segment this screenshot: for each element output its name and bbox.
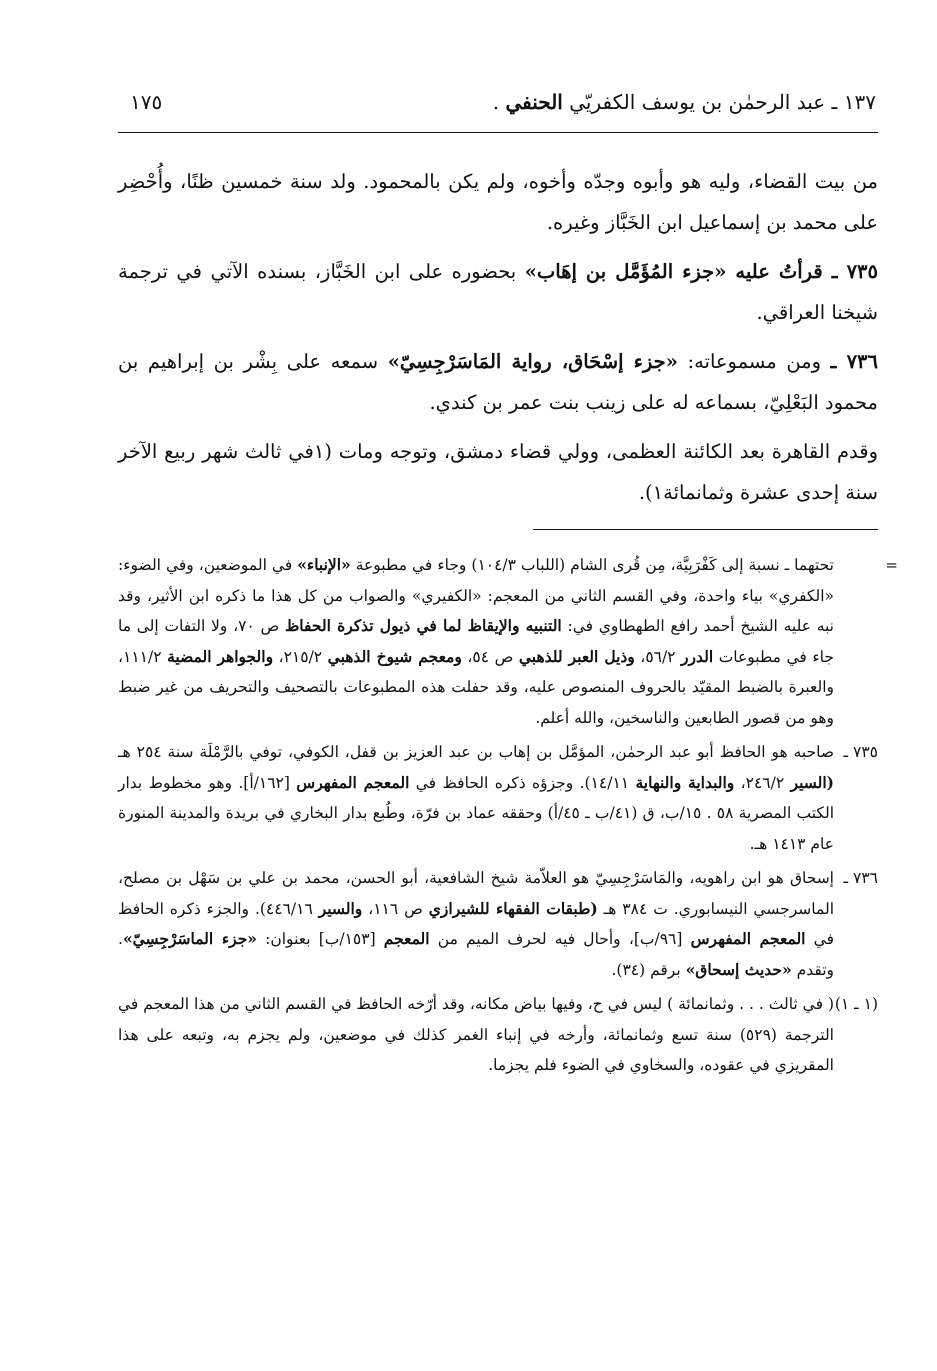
fn-text: إسحاق هو ابن راهويه، والمَاسَرْجِسِيّ هو العلاّمة شيخ الشافعية، أبو الحسن، محمد بن علي بن سَهْل بن مصلح، الماسرجسي النيسابوري. ت ٣٨٤ هـ: [118, 869, 834, 918]
entry-735-text: بحضوره على ابن الخَبَّاز، بسنده الآتي في ترجمة شيخنا العراقي.: [118, 260, 878, 324]
footnote-736: [118, 863, 878, 985]
entry-736-text: سمعه على بِشْر بن إبراهيم بن محمود البَعْلِيّ، بسماعه له على زينب بنت عمر بن كندي.: [118, 350, 878, 414]
fn-bold: والسير: [318, 898, 363, 918]
fn-text: في الموضعين، وفي الضوء: «الكفري» بياء واحدة، وفي القسم الثاني من المعجم: «الكفيري» والصواب من كل هذا ما ذكره ابن الأثير، وقد نبه عليه الشيخ أحمد رافع الطهطاوي في:: [118, 556, 834, 635]
fn-text: برقم (٣٤).: [611, 960, 686, 979]
fn-bold: (طبقات الفقهاء للشيرازي: [428, 898, 598, 918]
footnote-divider: [533, 529, 878, 530]
footnote-1-1: [118, 989, 878, 1081]
entry-736-intro: ومن مسموعاته:: [677, 350, 831, 373]
running-title: [493, 90, 876, 114]
fn-text: ٤٤٦/١٦). والجزء ذكره الحافظ في: [118, 899, 834, 948]
fn-bold: المعجم المفهرس: [296, 772, 410, 792]
fn-bold: وذيل العبر للذهبي: [518, 646, 635, 666]
running-title-prefix: ١٣٧ ـ عبد الرحمٰن بن يوسف الكفريّي: [569, 90, 876, 114]
continuation-mark: =: [885, 556, 898, 574]
fn-text: ص ٥٤،: [461, 647, 519, 666]
fn-bold: الدرر: [681, 646, 714, 666]
footnote-735: [118, 737, 878, 859]
footnote-continuation: [118, 550, 898, 733]
fn-text: ٥٦/٢،: [634, 647, 682, 666]
fn-text: ٢٤٦/٢،: [734, 773, 791, 792]
fn-bold: والبداية والنهاية: [635, 772, 735, 792]
entry-736-title: «جزء إسْحَاق، رواية المَاسَرْجِسِيّ»: [387, 350, 678, 373]
footnote-label: ٧٣٥ ـ: [843, 743, 878, 761]
fn-text: ص ٧٠، ولا التفات إلى ما جاء في مطبوعات: [118, 617, 834, 666]
fn-text: ص ١١٦،: [362, 899, 429, 918]
entry-735: [118, 251, 878, 333]
fn-bold: «الإنباء»: [297, 555, 351, 574]
running-title-end: .: [492, 90, 506, 114]
fn-bold: «جزء الماسَرْجِسِيّ»: [122, 929, 257, 948]
fn-text: [٩٦/ب]، وأحال فيه لحرف الميم من: [429, 930, 691, 948]
page-header: [118, 86, 878, 133]
entry-736-number: ٧٣٦ ـ: [830, 350, 878, 373]
fn-bold: (السير: [790, 772, 834, 792]
fn-text: [١٥٣/ب] بعنوان:: [256, 930, 384, 948]
fn-bold: ومعجم شيوخ الذهبي: [327, 646, 462, 666]
paragraph-4: وقدم القاهرة بعد الكائنة العظمى، وولي قضاء دمشق، وتوجه ومات (١في ثالث شهر ربيع الآخر سنة إحدى عشرة وثمانمائة١).: [118, 440, 879, 504]
fn-text: تحتهما ـ نسبة إلى كَفْرَبِيَّة، مِن قُرى الشام (اللباب ١٠٤/٣) وجاء في مطبوعة: [350, 556, 834, 574]
fn-text: . وتقدم: [118, 930, 834, 979]
footnotes: [118, 550, 898, 1081]
fn-text: ( في ثالث . . . وثمانمائة ) ليس في ح، وفيها بياض مكانه، وقد أرّخه الحافظ في القسم الثاني من هذا المعجم في الترجمة (٥٢٩) سنة تسع وثمانمائة، وأرخه في إنباء الغمر كذلك في موضعين، ولم يجزم به، وتبعه على هذا المقريزي في عقوده، والسخاوي في الضوء فلم يجزما.: [118, 995, 834, 1074]
fn-bold: التنبيه والإيقاظ لما في ذيول تذكرة الحفاظ: [284, 616, 562, 635]
fn-bold: المعجم المفهرس: [690, 929, 806, 948]
fn-text: ١١١/٢، والعبرة بالضبط المقيّد بالحروف المنصوص عليه، وقد حفلت هذه المطبوعات بالتصحيف والتحريف من غير ضبط وهو من قصور الطابعين والناسخين، والله أعلم.: [118, 647, 834, 727]
fn-bold: «حديث إسحاق»: [685, 959, 792, 979]
entry-735-number: ٧٣٥ ـ: [831, 260, 878, 283]
fn-text: ١٤/١١). وجزؤه ذكره الحافظ في: [409, 773, 636, 792]
footnote-label: ٧٣٦ ـ: [843, 869, 878, 887]
book-page: [118, 86, 898, 1346]
entry-736: [118, 341, 878, 423]
fn-text: [١٦٢/أ]. وهو مخطوط بدار الكتب المصرية ٥٨ . ١٥/ب، ق (٤١/ب ـ ٤٥/أ) وحققه عماد بن فرّة، وطُبع بدار البخاري في بريدة والمدينة المنورة عام ١٤١٣ هـ.: [118, 773, 835, 853]
running-title-bold: الحنفي: [505, 90, 563, 114]
fn-text: ٢١٥/٢،: [273, 647, 328, 666]
main-text: [118, 161, 878, 513]
fn-text: صاحبه هو الحافظ أبو عبد الرحمٰن، المؤمَّل بن إهاب بن عبد العزيز بن قفل، الكوفي، توفي بالرَّمْلَة سنة ٢٥٤ هـ: [118, 743, 834, 761]
page-number: ١٧٥: [130, 90, 163, 114]
entry-735-title: قرأتُ عليه «جزء المُؤَمَّل بن إهَاب»: [524, 260, 832, 283]
paragraph-1: من بيت القضاء، وليه هو وأبوه وجدّه وأخوه، ولم يكن بالمحمود. ولد سنة خمسين ظنًا، وأُحْضِر على محمد بن إسماعيل ابن الخَبَّاز وغيره.: [118, 170, 878, 234]
footnote-label: (١ ـ ١): [834, 995, 878, 1013]
fn-bold: والجواهر المضية: [167, 646, 274, 666]
fn-bold: المعجم: [383, 929, 430, 948]
